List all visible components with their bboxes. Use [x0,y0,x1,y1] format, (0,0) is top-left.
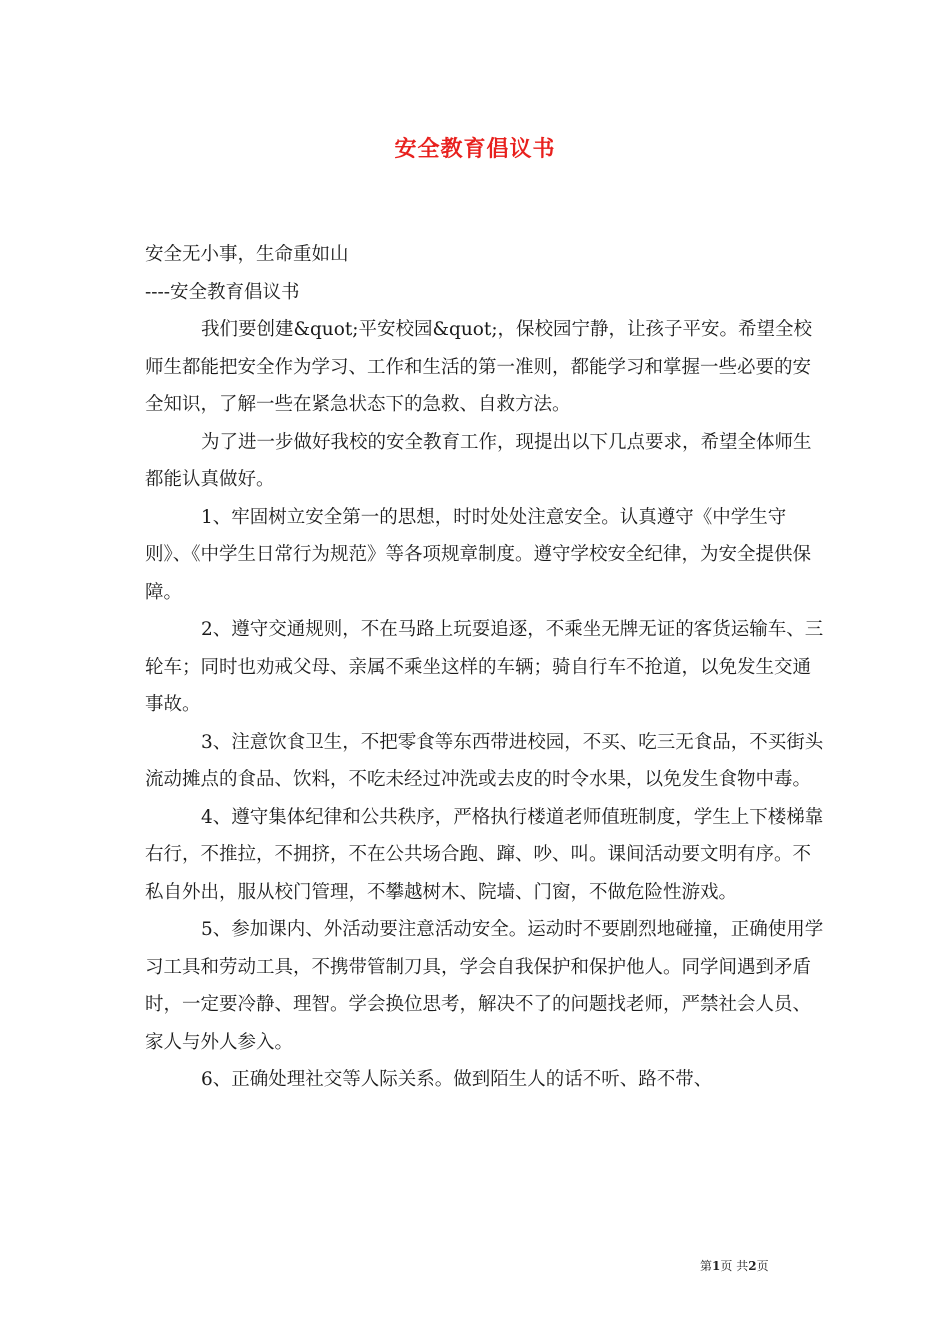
footer-middle: 页 共 [720,1259,749,1273]
paragraph-intro: 我们要创建&quot;平安校园&quot;，保校园宁静，让孩子平安。希望全校师生都能把安全作为学习、工作和生活的第一准则，都能学习和掌握一些必要的安全知识，了解一些在紧急状态下的急救、自救方法。 [145,319,813,415]
paragraph-item-1: 1、牢固树立安全第一的思想，时时处处注意安全。认真遵守《中学生守则》、《中学生日常行为规范》等各项规章制度。遵守学校安全纪律，为安全提供保障。 [145,506,812,603]
paragraph-item-5: 5、参加课内、外活动要注意活动安全。运动时不要剧烈地碰撞，正确使用学习工具和劳动工具，不携带管制刀具，学会自我保护和保护他人。同学间遇到矛盾时，一定要冷静、理智。学会换位思考，解决不了的问题找老师，严禁社会人员、家人与外人参入。 [145,919,824,1053]
paragraph-item-6: 6、正确处理社交等人际关系。做到陌生人的话不听、路不带、 [201,1069,713,1090]
footer-suffix: 页 [756,1259,769,1273]
document-body [145,236,825,1099]
current-page-number: 1 [712,1259,721,1273]
paragraph-item-3: 3、注意饮食卫生，不把零食等东西带进校园，不买、吃三无食品，不买街头流动摊点的食品、饮料，不吃未经过冲洗或去皮的时令水果，以免发生食物中毒。 [145,731,824,790]
motto-line: 安全无小事，生命重如山 [145,244,349,265]
footer-prefix: 第 [700,1259,713,1273]
page-number-footer [700,1257,850,1274]
subtitle-line: ----安全教育倡议书 [145,281,300,303]
paragraph-item-4: 4、遵守集体纪律和公共秩序，严格执行楼道老师值班制度，学生上下楼梯靠右行，不推拉，不拥挤，不在公共场合跑、蹿、吵、叫。课间活动要文明有序。不私自外出，服从校门管理，不攀越树木、院墙、门窗，不做危险性游戏。 [145,806,824,903]
document-title: 安全教育倡议书 [394,137,556,162]
paragraph-item-2: 2、遵守交通规则，不在马路上玩耍追逐，不乘坐无牌无证的客货运输车、三轮车；同时也劝戒父母、亲属不乘坐这样的车辆；骑自行车不抢道，以免发生交通事故。 [145,619,824,715]
total-page-number: 2 [748,1259,757,1273]
paragraph-requirements: 为了进一步做好我校的安全教育工作，现提出以下几点要求，希望全体师生都能认真做好。 [145,431,812,490]
